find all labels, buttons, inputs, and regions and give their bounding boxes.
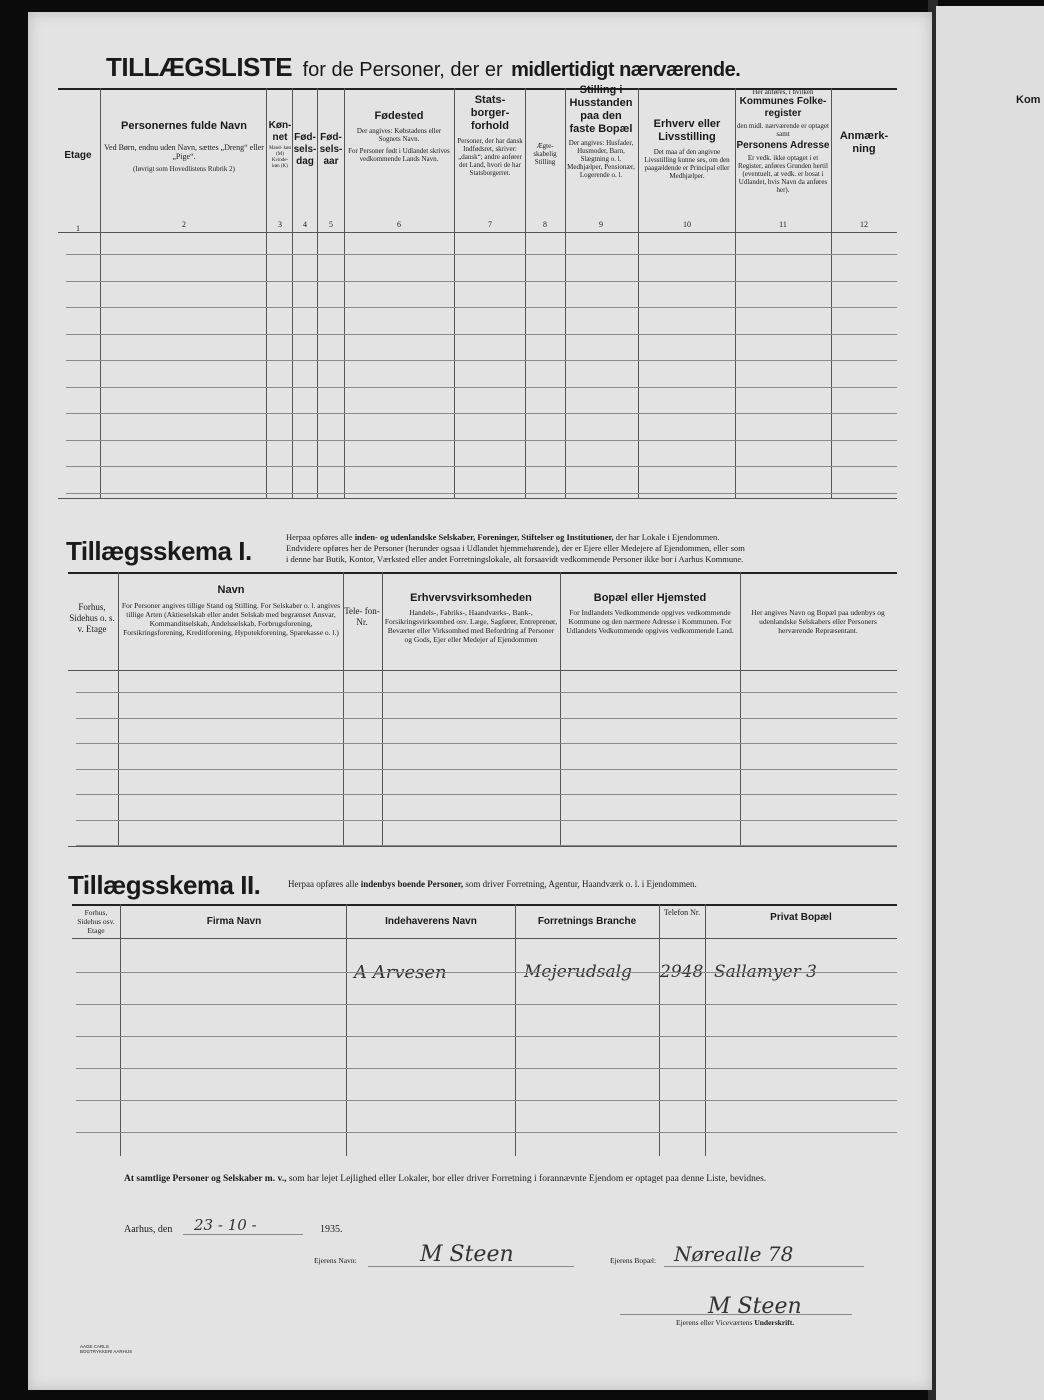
s1-column-line	[638, 88, 639, 498]
s2-row-line	[76, 692, 897, 693]
s3-row-line	[76, 1036, 897, 1037]
footer-address-label: Ejerens Bopæl:	[610, 1256, 657, 1265]
s2-bottom	[68, 846, 897, 847]
s3-column-line	[705, 904, 706, 1156]
s2-col-erhverv: Erhvervsvirksomheden Handels-, Fabriks-, Haandværks-, Bank-, Forsikringsvirksomhed osv. Læge, Sagfører, Entreprenør, Beværter eller Virksomhed med Befordring af Personer og Gods, Ejer eller Medejer af Ejendommen	[384, 592, 558, 644]
s1-col-stilling: Stilling i Husstanden paa den faste Bopæl Der angives: Husfader, Husmoder, Barn, Slægtning o. l. Medhjælper, Pensionær, Logerende o. l.	[567, 84, 635, 179]
s2-column-line	[740, 572, 741, 846]
s2-column-line	[382, 572, 383, 846]
printer-mark: AAGE CARLS BOGTRYKKERI AARHUS	[80, 1344, 133, 1354]
s3-col-branche: Forretnings Branche	[537, 916, 637, 927]
s3-col-telefon: Telefon Nr.	[663, 908, 701, 917]
s2-col-etage: Forhus, Sidehus o. s. v. Etage	[69, 602, 115, 634]
footer-statement: At samtlige Personer og Selskaber m. v., som har lejet Lejlighed eller Lokaler, bor eller driver Forretning i forannævnte Ejendom er optaget paa denne Liste, bevidnes.	[124, 1174, 767, 1184]
s1-column-line	[454, 88, 455, 498]
footer-year: 1935.	[320, 1224, 343, 1235]
s1-column-line	[525, 88, 526, 498]
s1-row-line	[66, 307, 897, 308]
adjacent-page-label: Kom	[1016, 94, 1041, 106]
adjacent-page	[936, 6, 1044, 1400]
footer-date: 23 - 10 -	[194, 1216, 257, 1234]
footer-signature: M Steen	[708, 1294, 802, 1319]
section1-title: TILLÆGSLISTE for de Personer, der er midlertidigt nærværende.	[106, 52, 741, 82]
s1-bottom	[58, 498, 897, 499]
s1-col-fodested: Fødested Der angives: Købstadens eller Sognets Navn. For Personer født i Udlandet skrives vedkommende Lands Navn.	[348, 110, 450, 163]
s1-row-line	[66, 360, 897, 361]
s2-col-telefon: Tele- fon- Nr.	[344, 606, 380, 627]
s2-column-line	[560, 572, 561, 846]
s3-row1-indehaver: A Arvesen	[354, 962, 447, 983]
s1-row-line	[66, 281, 897, 282]
s1-row-line	[66, 254, 897, 255]
footer-owner-signature: M Steen	[420, 1242, 514, 1267]
s2-col-bopael: Bopæl eller Hjemsted For Indlandets Vedkommende opgives vedkommende Kommune og den nærmere Adresse i Kommunen. For Udlandets Vedkommende opgives vedkommende Land.	[566, 592, 734, 635]
s1-col-erhverv: Erhverv eller Livsstilling Det maa af den angivne Livsstilling kunne ses, om den paagældende er Principal eller Medhjælper.	[644, 118, 730, 180]
s3-col-indehaver: Indehaverens Navn	[385, 916, 477, 927]
s1-col-name: Personernes fulde Navn Ved Børn, endnu uden Navn, sættes „Dreng“ eller „Pige“. (Iøvrigt som Hovedlistens Rubrik 2)	[104, 120, 264, 173]
s2-column-line	[118, 572, 119, 846]
footer-signature-label: Ejerens eller Viceværtens Underskrift.	[676, 1318, 795, 1327]
s3-row-line	[76, 1100, 897, 1101]
s3-row-line	[76, 1004, 897, 1005]
s2-header-bottom	[68, 670, 897, 671]
s3-column-line	[120, 904, 121, 1156]
s1-row-line	[66, 334, 897, 335]
s1-row-line	[66, 493, 897, 494]
s2-row-line	[76, 794, 897, 795]
s1-col-fodselsdag: Fød- sels- dag	[293, 132, 317, 167]
s2-column-line	[343, 572, 344, 846]
s1-column-line	[831, 88, 832, 498]
s1-column-line	[317, 88, 318, 498]
s3-col-bopael: Privat Bopæl	[770, 912, 832, 923]
s3-row-line	[76, 972, 897, 973]
s1-column-line	[100, 88, 101, 498]
section3-title: Tillægsskema II.	[68, 870, 261, 900]
s1-column-line	[292, 88, 293, 498]
s1-col-anmaerkning: Anmærk- ning	[839, 130, 889, 155]
s3-col-firma: Firma Navn	[206, 916, 262, 927]
s1-column-line	[266, 88, 267, 498]
s1-header-bottom	[58, 232, 897, 233]
census-form-page: TILLÆGSLISTE for de Personer, der er midlertidigt nærværende. Etage Personernes fulde Navn Ved Børn, endnu uden Navn, sættes „Dreng“ eller „Pige“. (Iøvrigt som Hovedlistens Rubrik 2) Køn- net Mand- køn (M) Kvinde- køn (K) Fød- sels- dag Fød- sels- aar Fødested Der angives: Købstadens eller Sognets Navn. For Personer født i Udlandet skrives vedkommende Lands Navn. Stats- borger- forhold Personer, der har dansk Indfødsret, skriver: „dansk“; andre anfører det Land, hvori de har Statsborgerret. Ægte- skabelig Stilling Stilling i Husstanden paa den faste Bopæl Der angives: Husfader, Husmoder, Barn, Slægtning o. l. Medhjælper, Pensionær, Logerende o. l. Erhverv eller Livsstilling Det maa af den angivne Livsstilling kunne ses, om den paagældende er Principal eller Medhjælper. Her anføres, i hvilken Kommunes Folke- register den midl. nærværende er optaget samt Personens Adresse Er vedk. ikke optaget i et Register, anføres Grunden hertil (eventuelt, at vedk. er bosat i Udlandet, hvis Navn da anføres her). Anmærk- ning 1 2 3 4 5 6 7 8 9 10 11 12 Tillægsskema I. Herpaa opføres alle inden- og udenlandske Selskaber, Foreninger, Stiftelser og Institutioner, der har Lokale i Ejendommen. Endvidere opføres her de Personer (herunder ogsaa i Udlandet hjemmehørende), der er Ejere eller Medejere af Ejendommen, eller som i denne har Butik, Kontor, Værksted eller andet Forretningslokale, alt forsaavidt vedkommende Personer ikke bor i Aarhus Kommune. Forhus, Sidehus o. s. v. Etage Navn For Personer angives tillige Stand og Stilling. For Selskaber o. l. angives tillige Arten (Aktieselskab eller andet Selskab med begrænset Ansvar, Kommanditselskab, Andelsselskab, Forbrugsforening, Forsikringsforening, Kreditforening, Hypotekforening, Sparekasse o. l.) Tele- fon- Nr. Erhvervsvirksomheden Handels-, Fabriks-, Haandværks-, Bank-, Forsikringsvirksomhed osv. Læge, Sagfører, Entreprenør, Beværter eller Virksomhed med Befordring af Personer og Gods, Ejer eller Medejer af Ejendommen Bopæl eller Hjemsted For Indlandets Vedkommende opgives vedkommende Kommune og den nærmere Adresse i Kommunen. For Udlandets Vedkommende opgives vedkommende Land. Her angives Navn og Bopæl paa udenbys og udenlandske Selskabers eller Personers herværende Repræsentant. Tillægsskema II. Herpaa opføres alle indenbys boende Personer, som driver Forretning, Agentur, Haandværk o. l. i Ejendommen. Forhus, Sidehus osv. Etage Firma Navn Indehaverens Navn Forretnings Branche Telefon Nr. Privat Bopæl A Arvesen Mejerudsalg 2948 Sallamyer 3 At samtlige Personer og Selskaber m. v., som har lejet Lejlighed eller Lokaler, bor eller driver Forretning i forannævnte Ejendom er optaget paa denne Liste, bevidnes. Aarhus, den 23 - 10 - 1935. Ejerens Navn: M Steen Ejerens Bopæl: Nørealle 78 M Steen Ejerens eller Viceværtens Underskrift. AAGE CARLS BOGTRYKKERI AARHUS	[28, 12, 932, 1390]
s1-column-line	[344, 88, 345, 498]
s3-header-bottom	[72, 938, 897, 939]
section2-title: Tillægsskema I.	[66, 536, 252, 566]
s3-row1-telefon: 2948	[660, 962, 704, 982]
s1-col-statsborger: Stats- borger- forhold Personer, der har dansk Indfødsret, skriver: „dansk“; andre anfører det Land, hvori de har Statsborgerret.	[457, 94, 523, 177]
s2-col-navn: Navn For Personer angives tillige Stand og Stilling. For Selskaber o. l. angives tillige Arten (Aktieselskab eller andet Selskab med begrænset Ansvar, Kommanditselskab, Andelsselskab, Forbrugsforening, Forsikringsforening, Kreditforening, Hypotekforening, Sparekasse o. l.)	[121, 584, 341, 637]
footer-owner-label: Ejerens Navn:	[314, 1256, 357, 1265]
footer-address: Nørealle 78	[674, 1242, 794, 1266]
s3-row-line	[76, 1068, 897, 1069]
s3-column-line	[659, 904, 660, 1156]
s1-row-line	[66, 466, 897, 467]
s1-col-aegteskab: Ægte- skabelig Stilling	[533, 142, 557, 166]
s2-row-line	[76, 743, 897, 744]
s3-row1-branche: Mejerudsalg	[524, 962, 632, 982]
section3-description: Herpaa opføres alle indenbys boende Personer, som driver Forretning, Agentur, Haandværk o. l. i Ejendommen.	[288, 879, 697, 889]
s1-row-line	[66, 440, 897, 441]
s3-row-line	[76, 1132, 897, 1133]
s1-col-kon: Køn- net Mand- køn (M) Kvinde- køn (K)	[268, 120, 292, 169]
section2-description: Herpaa opføres alle inden- og udenlandske Selskaber, Foreninger, Stiftelser og Institutioner, der har Lokale i Ejendommen. Endvidere opføres her de Personer (herunder ogsaa i Udlandet hjemmehørende), der er Ejere eller Medejere af Ejendommen, eller som i denne har Butik, Kontor, Værksted eller andet Forretningslokale, alt forsaavidt vedkommende Personer ikke bor i Aarhus Kommune.	[286, 532, 745, 564]
s2-row-line	[76, 820, 897, 821]
footer-place: Aarhus, den	[124, 1224, 173, 1235]
s2-row-line	[76, 718, 897, 719]
s1-col-folkeregister: Her anføres, i hvilken Kommunes Folke- register den midl. nærværende er optaget samt Personens Adresse Er vedk. ikke optaget i et Register, anføres Grunden hertil (eventuelt, at vedk. er bosat i Udlandet, hvis Navn da anføres her).	[736, 88, 830, 194]
s3-col-etage: Forhus, Sidehus osv. Etage	[77, 908, 115, 935]
s3-row1-bopael: Sallamyer 3	[714, 962, 817, 982]
s1-column-line	[565, 88, 566, 498]
s3-column-line	[515, 904, 516, 1156]
s1-col-fodselsaar: Fød- sels- aar	[319, 132, 343, 167]
s1-column-line	[735, 88, 736, 498]
s3-column-line	[346, 904, 347, 1156]
s1-row-line	[66, 387, 897, 388]
s2-col-repraesentant: Her angives Navn og Bopæl paa udenbys og udenlandske Selskabers eller Personers herværende Repræsentant.	[751, 608, 885, 635]
s1-row-line	[66, 413, 897, 414]
s1-col-etage: Etage	[64, 150, 92, 161]
s2-row-line	[76, 769, 897, 770]
